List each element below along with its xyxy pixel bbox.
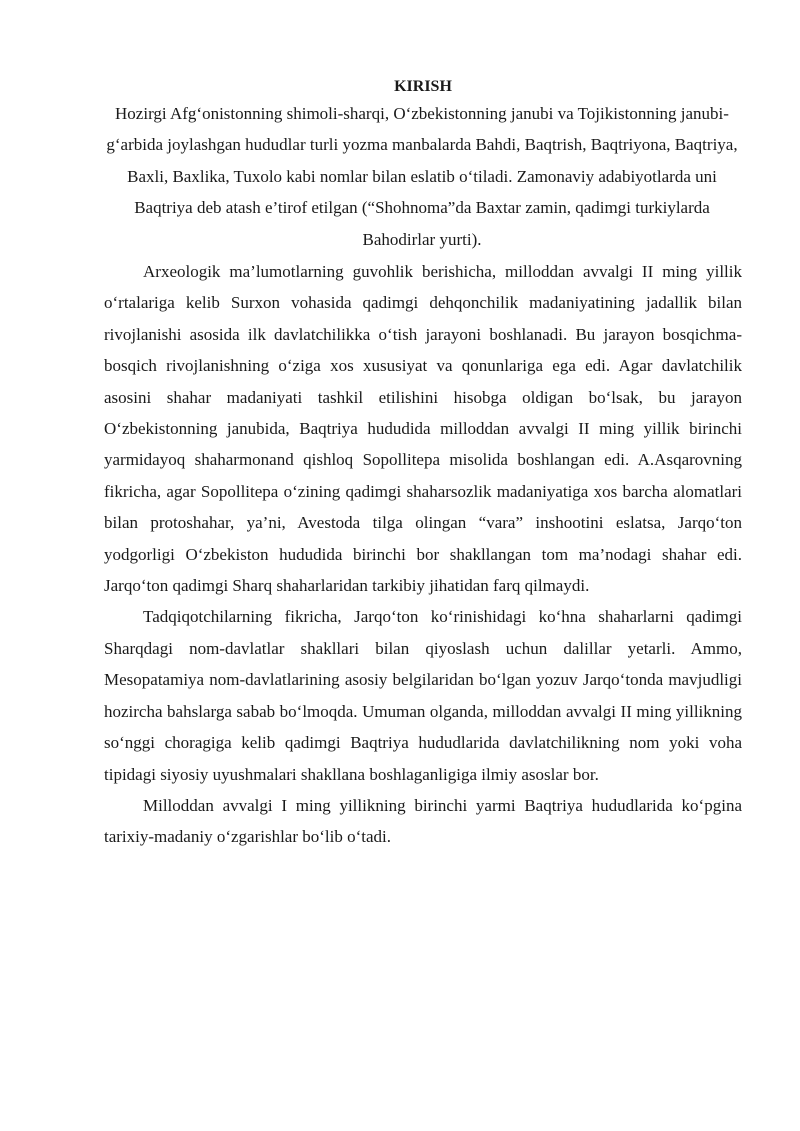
body-text: [104, 256, 742, 853]
body-paragraph-2: Tadqiqotchilarning fikricha, Jarqo‘ton ko‘rinishidagi ko‘hna shaharlarni qadimgi Sharqdagi nom-davlatlar shakllari bilan qiyoslash uchun dalillar yetarli. Ammo, Mesopatamiya nom-davlatlarining asosiy belgilaridan bo‘lgan yozuv Jarqo‘tonda mavjudligi hozircha bahslarga sabab bo‘lmoqda. Umuman olganda, milloddan avvalgi II ming yillikning so‘nggi choragiga kelib qadimgi Baqtriya hududlarida davlatchilikning nom yoki voha tipidagi siyosiy uyushmalari shakllana boshlaganligiga ilmiy asoslar bor.: [104, 607, 742, 784]
page-title: KIRISH: [394, 78, 452, 95]
body-paragraph-1: Arxeologik ma’lumotlarning guvohlik berishicha, milloddan avvalgi II ming yillik o‘rtalariga kelib Surxon vohasida qadimgi dehqonchilik madaniyatining jadallik bilan rivojlanishi asosida ilk davlatchilikka o‘tish jarayoni boshlanadi. Bu jarayon bosqichma-bosqich rivojlanishning o‘ziga xos xususiyat va qonunlariga ega edi. Agar davlatchilik asosini shahar madaniyati tashkil etilishini hisobga oldigan bo‘lsak, bu jarayon O‘zbekistonning janubida, Baqtriya hududida milloddan avvalgi II ming yillik birinchi yarmidayoq shaharmonand qishloq Sopollitepa misolida boshlangan edi. A.Asqarovning fikricha, agar Sopollitepa o‘zining qadimgi shaharsozlik madaniyatiga xos barcha alomatlari bilan protoshahar, ya’ni, Avestoda tilga olingan “vara” inshootini eslatsa, Jarqo‘ton yodgorligi O‘zbekiston hududida birinchi bor shakllangan tom ma’nodagi shahar edi. Jarqo‘ton qadimgi Sharq shaharlaridan tarkibiy jihatidan farq qilmaydi.: [104, 262, 742, 596]
body-paragraph-3: Milloddan avvalgi I ming yillikning birinchi yarmi Baqtriya hududlarida ko‘pgina tarixiy-madaniy o‘zgarishlar bo‘lib o‘tadi.: [104, 795, 742, 847]
intro-paragraph: Hozirgi Afg‘onistonning shimoli-sharqi, O‘zbekistonning janubi va Tojikistonning janubi-g‘arbida joylashgan hududlar turli yozma manbalarda Bahdi, Baqtrish, Baqtriyona, Baqtriya, Baxli, Baxlika, Tuxolo kabi nomlar bilan eslatib o‘tiladi. Zamonaviy adabiyotlarda uni Baqtriya deb atash e’tirof etilgan (“Shohnoma”da Baxtar zamin, qadimgi turkiylarda Bahodirlar yurti).: [106, 104, 738, 249]
